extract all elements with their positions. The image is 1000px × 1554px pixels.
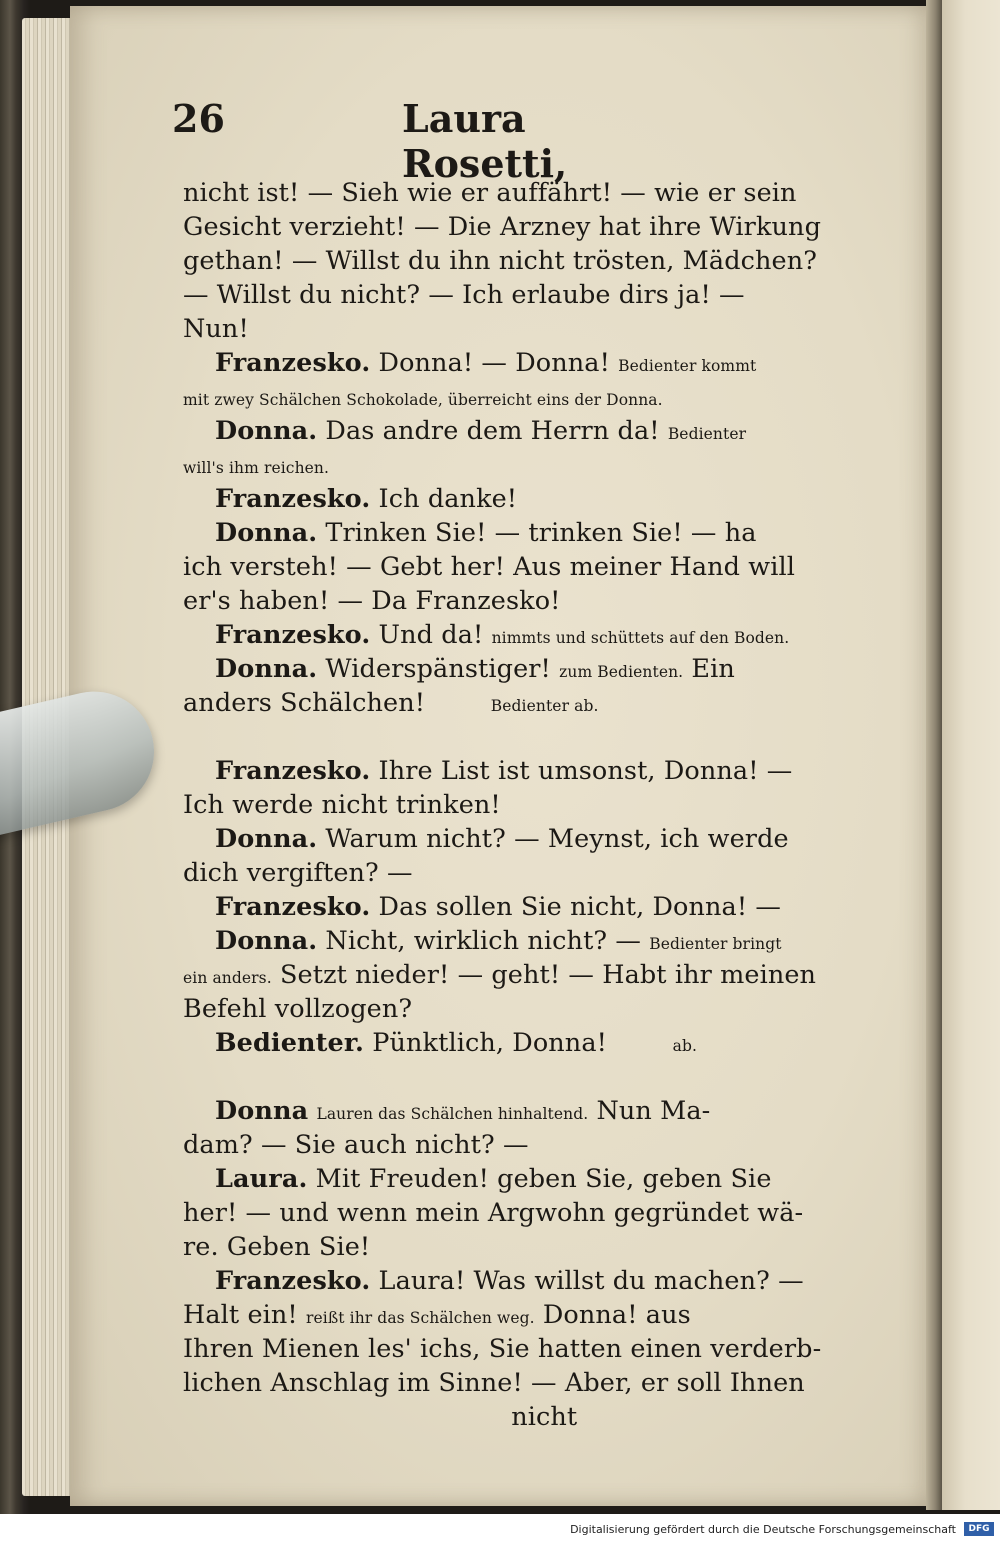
stage-direction: ein anders. [183,969,272,987]
text-line [183,1400,873,1434]
speaker-name: Franzesko. [215,892,371,922]
dfg-logo: DFG [964,1522,994,1536]
text-line [183,482,873,516]
speaker-name: Donna. [215,518,318,548]
facing-page [942,0,1000,1510]
text-line [183,822,873,856]
dialogue-text: Gesicht verzieht! — Die Arzney hat ihre Wirkung [183,212,821,242]
text-line [183,1230,873,1264]
funding-credit: Digitalisierung gefördert durch die Deutsche Forschungsgemeinschaft [570,1523,956,1536]
footer-bar [0,1514,1000,1554]
text-line [183,1026,873,1060]
text-line [183,856,873,890]
text-line [183,1094,873,1128]
speaker-name: Donna [215,1096,309,1126]
stage-direction: zum Bedienten. [559,663,684,681]
speaker-name: Franzesko. [215,348,371,378]
page-number: 26 [172,96,225,141]
dialogue-text: Halt ein! [183,1300,306,1330]
text-line [183,244,873,278]
text-line [183,516,873,550]
speaker-name: Laura. [215,1164,308,1194]
text-line [183,210,873,244]
dialogue-text: Donna! — Donna! [370,348,619,378]
dialogue-text: Mit Freuden! geben Sie, geben Sie [307,1164,772,1194]
dialogue-text: Und da! [370,620,492,650]
text-line [183,414,873,448]
dialogue-text: re. Geben Sie! [183,1232,371,1262]
text-line [183,448,873,482]
dialogue-text: Ihre List ist umsonst, Donna! — [370,756,793,786]
text-line [183,754,873,788]
dialogue-text: nicht ist! — Sieh wie er auffährt! — wie er sein [183,178,797,208]
speaker-name: Bedienter. [215,1028,365,1058]
dialogue-text: anders Schälchen! [183,688,491,718]
dialogue-text: Nun Ma- [588,1096,711,1126]
text-line [183,346,873,380]
text-line [183,1128,873,1162]
text-line [183,686,873,720]
dialogue-text: lichen Anschlag im Sinne! — Aber, er soll Ihnen [183,1368,805,1398]
stage-direction: ab. [672,1037,698,1055]
text-line [183,958,873,992]
book-gutter [926,0,942,1510]
text-line [183,1332,873,1366]
dialogue-text: Warum nicht? — Meynst, ich werde [317,824,789,854]
dialogue-text: Das andre dem Herrn da! [317,416,668,446]
stage-direction: mit zwey Schälchen Schokolade, überreicht eins der Donna. [183,391,663,409]
dialogue-text: her! — und wenn mein Argwohn gegründet wä- [183,1198,804,1228]
speaker-name: Donna. [215,416,318,446]
text-line [183,992,873,1026]
stage-direction: Bedienter bringt [649,935,782,953]
dialogue-text: dam? — Sie auch nicht? — [183,1130,529,1160]
dialogue-text: ich versteh! — Gebt her! Aus meiner Hand will [183,552,796,582]
text-line [183,312,873,346]
dialogue-text: Pünktlich, Donna! [364,1028,673,1058]
dialogue-text: — Willst du nicht? — Ich erlaube dirs ja! — [183,280,745,310]
text-line [183,1366,873,1400]
dialogue-text: Das sollen Sie nicht, Donna! — [370,892,782,922]
text-line [183,1196,873,1230]
dialogue-text: Nun! [183,314,249,344]
speaker-name: Donna. [215,824,318,854]
text-line [183,278,873,312]
text-line [183,550,873,584]
dialogue-text: Laura! Was willst du machen? — [370,1266,804,1296]
text-line [183,890,873,924]
dialogue-text: er's haben! — Da Franzesko! [183,586,561,616]
text-line [183,924,873,958]
speaker-name: Donna. [215,926,318,956]
text-line [183,788,873,822]
speaker-name: Franzesko. [215,756,371,786]
text-line [183,1264,873,1298]
stage-direction: Lauren das Schälchen hinhaltend. [316,1105,589,1123]
stage-direction: nimmts und schüttets auf den Boden. [491,629,790,647]
text-line [183,618,873,652]
dialogue-text: Nicht, wirklich nicht? — [317,926,650,956]
dialogue-text: nicht [183,1402,578,1432]
text-block [183,176,873,1434]
stage-direction: Bedienter [667,425,747,443]
dialogue-text: Befehl vollzogen? [183,994,413,1024]
running-title: Laura Rosetti, [402,96,568,186]
dialogue-text: Widerspänstiger! [317,654,560,684]
text-line [183,380,873,414]
text-line [183,584,873,618]
text-line [183,176,873,210]
dialogue-text: Setzt nieder! — geht! — Habt ihr meinen [271,960,817,990]
stage-direction: Bedienter kommt [618,357,757,375]
dialogue-text: Ich werde nicht trinken! [183,790,501,820]
dialogue-text: Ich danke! [370,484,518,514]
stage-direction: Bedienter ab. [490,697,599,715]
speaker-name: Franzesko. [215,620,371,650]
dialogue-text: Donna! aus [534,1300,691,1330]
stage-direction: will's ihm reichen. [183,459,330,477]
dialogue-text: Ihren Mienen les' ichs, Sie hatten einen verderb- [183,1334,822,1364]
text-line [183,1298,873,1332]
text-line [183,1162,873,1196]
stage-direction: reißt ihr das Schälchen weg. [305,1309,535,1327]
dialogue-text: dich vergiften? — [183,858,413,888]
running-head [170,96,650,186]
speaker-name: Franzesko. [215,1266,371,1296]
text-line [183,652,873,686]
speaker-name: Franzesko. [215,484,371,514]
speaker-name: Donna. [215,654,318,684]
dialogue-text: Ein [683,654,735,684]
dialogue-text: Trinken Sie! — trinken Sie! — ha [317,518,757,548]
dialogue-text: gethan! — Willst du ihn nicht trösten, Mädchen? [183,246,818,276]
